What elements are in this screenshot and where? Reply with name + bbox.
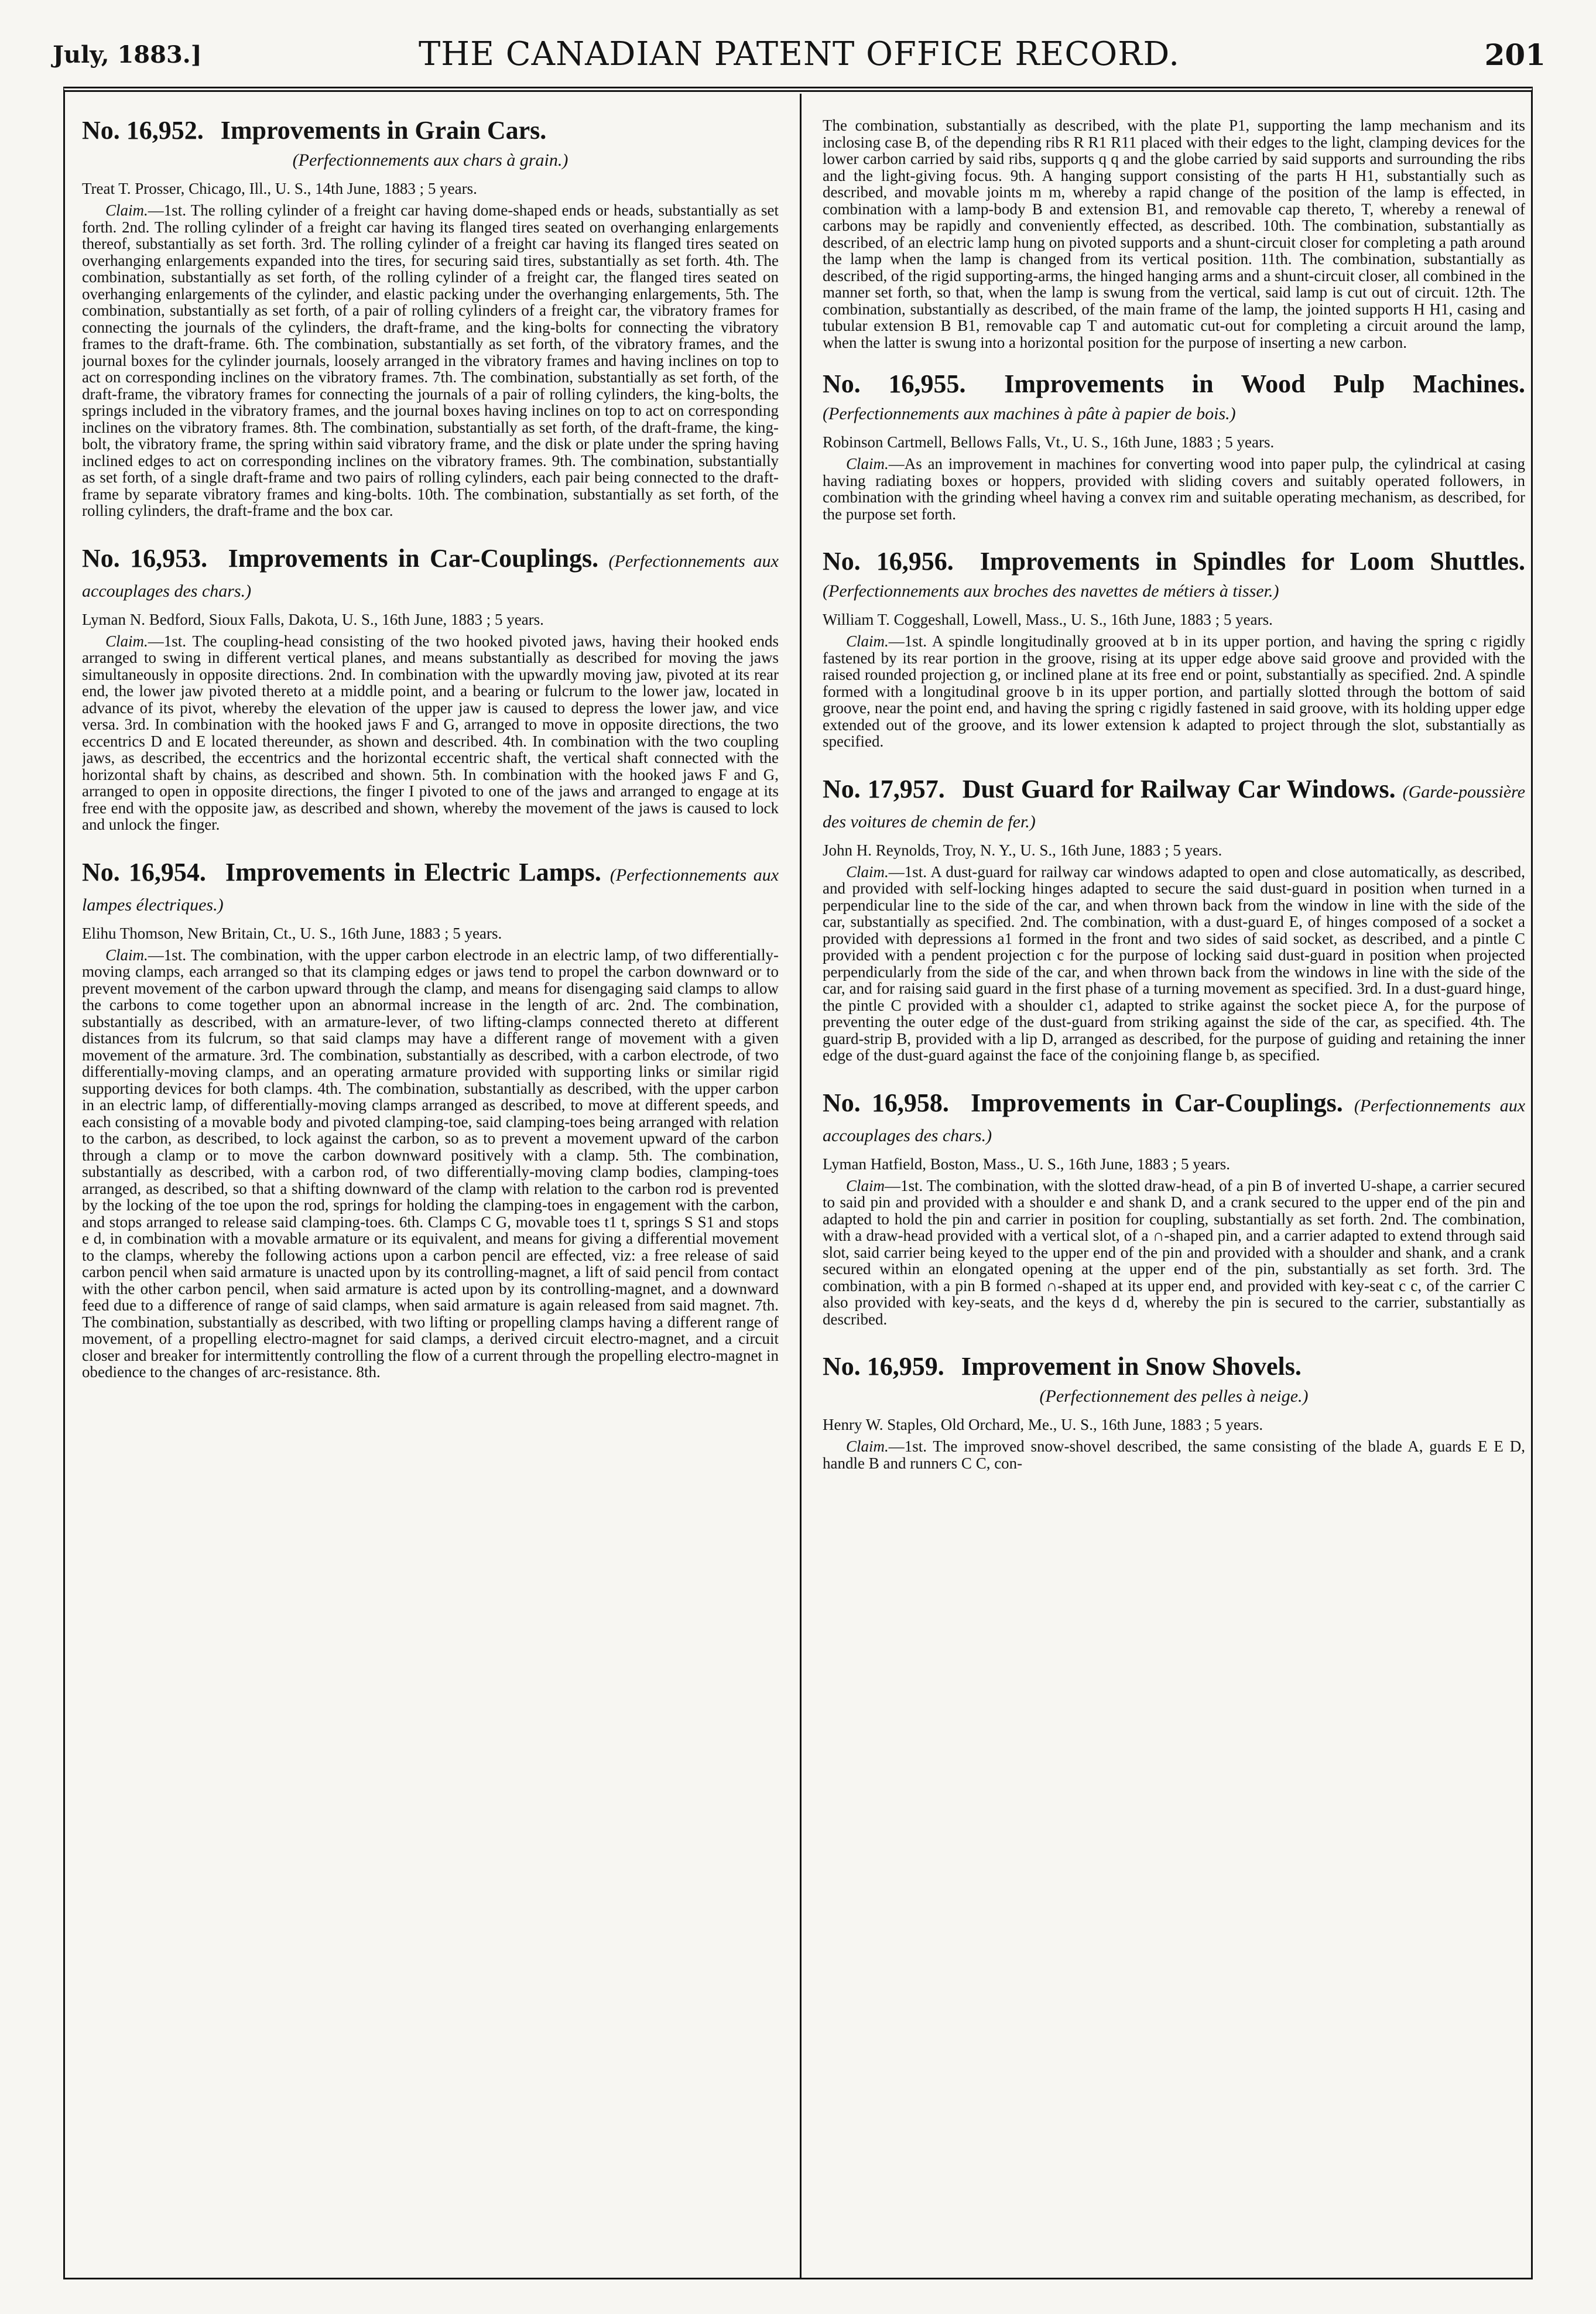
patent-number: No. 16,954. (82, 857, 206, 886)
claim-label: Claim. (846, 455, 889, 473)
claim-text: —1st. A spindle longitudinally grooved at b in its upper portion, and having the spring c rigidly fastened by its rear portion in the groove, rising at its upper edge above said groove and provided with the raised rounded projection g, or inclined plane at its free end or point, substantially as specified. 2nd. A spindle formed with a longitudinal groove b in its upper portion, and partially slotted through the bottom of said groove, near the point end, and having the spring c rigidly fastened in said groove, with its holding upper edge extended out of the groove, and its lower extension k adapted to project through the slot, substantially as specified. (823, 632, 1525, 750)
patent-claim (823, 1177, 1525, 1328)
patent-inventor: John H. Reynolds, Troy, N. Y., U. S., 16th June, 1883 ; 5 years. (823, 841, 1222, 859)
patent-inventor: Treat T. Prosser, Chicago, Ill., U. S., 14th June, 1883 ; 5 years. (82, 180, 477, 197)
claim-text: —1st. A dust-guard for railway car windows adapted to open and close automatically, as described, and provided with self-locking hinges adapted to secure the said dust-guard in position when turned in a perpendicular line to the side of the car, and when thrown back from the window in line with the side of the car, substantially as specified. 2nd. The combination, with a dust-guard E, of hinges composed of a socket a provided with depressions a1 formed in the front and two sides of said socket, as described, and a pintle C provided with a pendent projection c for the purpose of locking said dust-guard in position when projected perpendicularly from the side of the car, and when thrown back from the windows in line with the side of the car, and for raising said guard in the first phase of a turning movement as specified. 3rd. In a dust-guard hinge, the pintle C provided with a shoulder c1, adapted to strike against the socket piece A, for the purpose of preventing the outer edge of the dust-guard from striking against the side of the car, as specified. 4th. The guard-strip B, provided with a lip D, arranged as described, for the purpose of guiding and retaining the inner edge of the dust-guard against the face of the conjoining flange b, as specified. (823, 862, 1525, 1064)
patent-claim (823, 1438, 1525, 1471)
patent-number: No. 16,952. (82, 117, 204, 145)
patent-title: Improvements in Spindles for Loom Shuttles. (979, 547, 1525, 576)
patent-claim (823, 633, 1525, 750)
entry-heading (823, 776, 1525, 836)
claim-label: Claim. (105, 632, 148, 650)
patent-inventor: Robinson Cartmell, Bellows Falls, Vt., U. S., 16th June, 1883 ; 5 years. (823, 433, 1275, 451)
claim-text: —1st. The rolling cylinder of a freight car having dome-shaped ends or heads, substantially as set forth. 2nd. The rolling cylinder of a freight car having its flanged tires seated on overhanging enlargements thereof, substantially as set forth. 3rd. The rolling cylinder of a freight car having its flanged tires seated on overhanging enlargements expanded into the tires, for securing said tires, substantially as set forth. 4th. The combination, substantially as set forth, of the rolling cylinder of a freight car, the flanged tires seated on overhanging enlargements of the cylinder, and elastic packing under the overhanging enlargements, 5th. The combination, substantially as set forth, of a pair of rolling cylinders of a freight car, the vibratory frames for connecting the journals of the cylinders, the draft-frame, and the king-bolts for connecting the vibratory frames to the draft-frame. 6th. The combination, substantially as set forth, of the vibratory frames, and the journal boxes for the cylinder journals, loosely arranged in the vibratory frames and having inclines on top to act on corresponding inclines on the vibratory frames. 7th. The combination, substantially as set forth, of the draft-frame, the vibratory frames for connecting the journals of a pair of rolling cylinders, the king-bolts, the springs included in the vibratory frames, and the journal boxes having inclines on top to act on corresponding inclines on the vibratory frames. 8th. The combination, substantially as set forth, of the draft-frame, the king-bolt, the vibratory frame, the spring within said vibratory frame, and the disk or plate under the spring having inclined edges to act on corresponding inclines on the vibratory frames. 9th. The combination, substantially as set forth, of a single draft-frame and two pairs of rolling cylinders, each pair being connected to the draft-frame by separate vibratory frames and king-bolts. 10th. The combination, substantially as set forth, of the rolling cylinders, the draft-frame and the box car. (82, 201, 779, 519)
patent-french-title: (Perfectionnements aux accouplages des chars.) (82, 551, 779, 601)
patent-french-title: (Perfectionnements aux lampes électriques.) (82, 865, 779, 915)
claim-text: —1st. The combination, with the upper carbon electrode in an electric lamp, of two differentially-moving clamps, each arranged so that its clamping edges or jaws tend to propel the carbon downward or to prevent movement of the carbon upward through the clamp, and means for disengaging said clamps to allow the carbons to come together upon an abnormal increase in the length of arc. 2nd. The combination, substantially as described, with an armature-lever, of two lifting-clamps connected thereto at different distances from its fulcrum, so that said clamps may have a different range of movement with a given movement of the armature. 3rd. The combination, substantially as described, with a carbon electrode, of two differentially-moving clamps, and an operating armature provided with supporting links or similar rigid supporting devices for both clamps. 4th. The combination, substantially as described, with the upper carbon in an electric lamp, of differentially-moving clamps arranged as described, to move at different speeds, and each consisting of a movable body and pivoted clamping-toe, said clamping-toes being arranged with relation to the carbon, as described, to lock against the carbon, so as to prevent a movement upward of the carbon through a clamp or to move the carbon downward positively with a clamp. 5th. The combination, substantially as described, with a carbon rod, of two differentially-moving clamp bodies, clamping-toes arranged, as described, so that a shifting downward of the clamp with relation to the carbon rod is prevented by the locking of the toe upon the rod, springs for holding the clamping-toes in engagement with the carbon, and stops arranged to release said clamping-toes. 6th. Clamps C G, movable toes t1 t, springs S S1 and stops e d, in combination with a movable armature or its equivalent, and means for giving a differential movement to the clamps, whereby the following actions upon a carbon pencil are effected, viz: a free release of said carbon pencil when said armature is unacted upon by its controlling-magnet, a lift of said pencil from contact with the other carbon pencil, when said armature is acted upon by its controlling-magnet, and a downward feed due to a difference of range of said clamps, when said armature is again released from said magnet. 7th. The combination, substantially as described, with two lifting or propelling clamps having a different range of movement, of a propelling electro-magnet for said clamps, a derived circuit electro-magnet, and a circuit closer and breaker for intermittently controlling the flow of a current through the propelling electro-magnet in obedience to the changes of arc-resistance. 8th. (82, 946, 779, 1381)
patent-french-title: (Garde-poussière des voitures de chemin de fer.) (823, 782, 1525, 831)
patent-french-title: (Perfectionnement des pelles à neige.) (1039, 1387, 1309, 1406)
patent-number: No. 17,957. (823, 774, 945, 803)
claim-label: Claim. (846, 1437, 889, 1455)
issue-date: July, 1883.] (53, 41, 202, 69)
patent-french-title: (Perfectionnements aux accouplages des chars.) (823, 1096, 1525, 1145)
entry-heading (823, 548, 1525, 605)
patent-title: Improvements in Car-Couplings. (970, 1088, 1343, 1117)
patent-entry-16955 (823, 371, 1525, 522)
patent-french-title: (Perfectionnements aux chars à grain.) (292, 150, 568, 170)
entry-heading (823, 371, 1525, 427)
claim-label: Claim. (105, 201, 148, 219)
claim-text: —As an improvement in machines for converting wood into paper pulp, the cylindrical at casing having radiating boxes or hoppers, provided with sliding covers and suitably operated followers, in combination with the grinding wheel having a convex rim and suitable operating mechanism, as described, for the purpose set forth. (823, 455, 1525, 523)
patent-number: No. 16,953. (82, 543, 208, 573)
patent-entry-16959 (823, 1353, 1525, 1471)
patent-entry-16956 (823, 548, 1525, 750)
patent-french-title: (Perfectionnements aux machines à pâte à papier de bois.) (823, 404, 1236, 423)
patent-entry-16954 (82, 859, 779, 1381)
patent-title: Improvements in Electric Lamps. (225, 857, 601, 886)
right-column (823, 117, 1525, 2272)
left-column (82, 117, 779, 2272)
claim-text: —1st. The combination, with the slotted draw-head, of a pin B of inverted U-shape, a carrier secured to said pin and provided with a shoulder e and shank D, and a crank secured to the upper end of the pin and adapted to hold the pin and carrier in position for coupling, substantially as set forth. 2nd. The combination, with a draw-head provided with a vertical slot, of a ∩-shaped pin, and a carrier adapted to extend through said slot, said carrier being keyed to the upper end of the pin and provided with a shoulder and shank, and a crank secured within an elongated opening at the upper end of the pin, substantially as set forth. 3rd. The combination, with a pin B formed ∩-shaped at its upper end, and provided with key-seat c c, of the carrier C also provided with key-seats, and the keys d d, whereby the pin is secured to the carrier, substantially as described. (823, 1176, 1525, 1328)
claim-text: —1st. The improved snow-shovel described, the same consisting of the blade A, guards E E D, handle B and runners C C, con- (823, 1437, 1525, 1472)
patent-inventor: Henry W. Staples, Old Orchard, Me., U. S., 16th June, 1883 ; 5 years. (823, 1416, 1263, 1433)
claim-label: Claim (846, 1176, 885, 1194)
patent-entry-16953 (82, 545, 779, 833)
claim-label: Claim. (846, 632, 889, 650)
patent-number: No. 16,956. (823, 547, 954, 576)
patent-inventor: Elihu Thomson, New Britain, Ct., U. S., 16th June, 1883 ; 5 years. (82, 924, 502, 942)
claim-label: Claim. (846, 862, 889, 881)
page-header (53, 30, 1546, 73)
patent-title: Improvements in Wood Pulp Machines. (1004, 369, 1525, 398)
column-divider (800, 94, 802, 2278)
patent-title: Dust Guard for Railway Car Windows. (962, 774, 1396, 803)
patent-number: No. 16,959. (823, 1352, 944, 1381)
patent-entry-16958 (823, 1090, 1525, 1328)
patent-inventor: Lyman Hatfield, Boston, Mass., U. S., 16th June, 1883 ; 5 years. (823, 1155, 1230, 1173)
patent-entry-17957 (823, 776, 1525, 1064)
entry-heading (82, 545, 779, 605)
patent-claim (82, 947, 779, 1381)
entry-heading (823, 1353, 1525, 1410)
patent-title: Improvements in Grain Cars. (220, 117, 547, 145)
patent-inventor: Lyman N. Bedford, Sioux Falls, Dakota, U. S., 16th June, 1883 ; 5 years. (82, 610, 544, 628)
claim-continuation: The combination, substantially as described, with the plate P1, supporting the lamp mechanism and its inclosing case B, of the depending ribs R R1 R11 placed with their edges to the light, clamping devices for the lower carbon carried by said ribs, supports q q and the globe carried by said supports and surrounding the ribs and the light-giving focus. 9th. A hanging support consisting of the parts H H1, substantially such as described, and movable joints m m, whereby a rapid change of the position of the lamp is effected, in combination with a lamp-body B and extension B1, and removable cap thereto, T, whereby a renewal of carbons may be rapidly and conveniently effected, as described. 10th. The combination, substantially as described, of an electric lamp hung on pivoted supports and a shunt-circuit closer for completing a path around the lamp when the lamp is changed from its vertical position. 11th. The combination, substantially as described, of the rigid supporting-arms, the hinged hanging arms and a shunt-circuit closer, all combined in the manner set forth, so that, when the lamp is swung from the vertical, said lamp is cut out of circuit. 12th. The combination, substantially as described, of the main frame of the lamp, the jointed supports H H1, casing and tubular extension B B1, removable cap T and automatic cut-out for completing a circuit around the lamp, when the latter is swung into a horizontal position for the purpose of inserting a new carbon. (823, 117, 1525, 351)
patent-number: No. 16,958. (823, 1088, 949, 1117)
claim-text: —1st. The coupling-head consisting of the two hooked pivoted jaws, having their hooked ends arranged to swing in different vertical planes, and means substantially as described for moving the jaws simultaneously in opposite directions. 2nd. In combination with the upwardly moving jaw, pivoted at its rear end, the lower jaw pivoted thereto at a middle point, and a bearing or fulcrum to the lower jaw, located in advance of its pivot, whereby the elevation of the upper jaw is caused to depress the lower jaw, and vice versa. 3rd. In combination with the hooked jaws F and G, arranged to move in opposite directions, the two eccentrics D and E located thereunder, as shown and described. 4th. In combination with the two coupling jaws, as described, the eccentrics and the horizontal eccentric shaft, the vertical shaft connected with the horizontal shaft by chains, as described and shown. 5th. In combination with the hooked jaws F and G, arranged to open in opposite directions, the finger I pivoted to one of the jaws and arranged to engage at its free end with the opposite jaw, as described and shown, whereby the movement of the jaws is caused to lock and unlock the finger. (82, 632, 779, 833)
patent-claim (823, 864, 1525, 1064)
patent-inventor: William T. Coggeshall, Lowell, Mass., U. S., 16th June, 1883 ; 5 years. (823, 611, 1273, 628)
patent-number: No. 16,955. (823, 369, 966, 398)
patent-entry-16952 (82, 117, 779, 519)
entry-heading (823, 1090, 1525, 1149)
patent-claim (82, 202, 779, 519)
entry-heading (82, 117, 779, 174)
patent-claim (823, 456, 1525, 522)
publication-title: THE CANADIAN PATENT OFFICE RECORD. (418, 35, 1180, 73)
patent-french-title: (Perfectionnements aux broches des navettes de métiers à tisser.) (823, 581, 1279, 601)
patent-claim (82, 633, 779, 833)
claim-label: Claim. (105, 946, 148, 964)
patent-title: Improvement in Snow Shovels. (961, 1352, 1302, 1381)
patent-title: Improvements in Car-Couplings. (228, 543, 599, 573)
page-number: 201 (1484, 37, 1546, 72)
entry-heading (82, 859, 779, 919)
